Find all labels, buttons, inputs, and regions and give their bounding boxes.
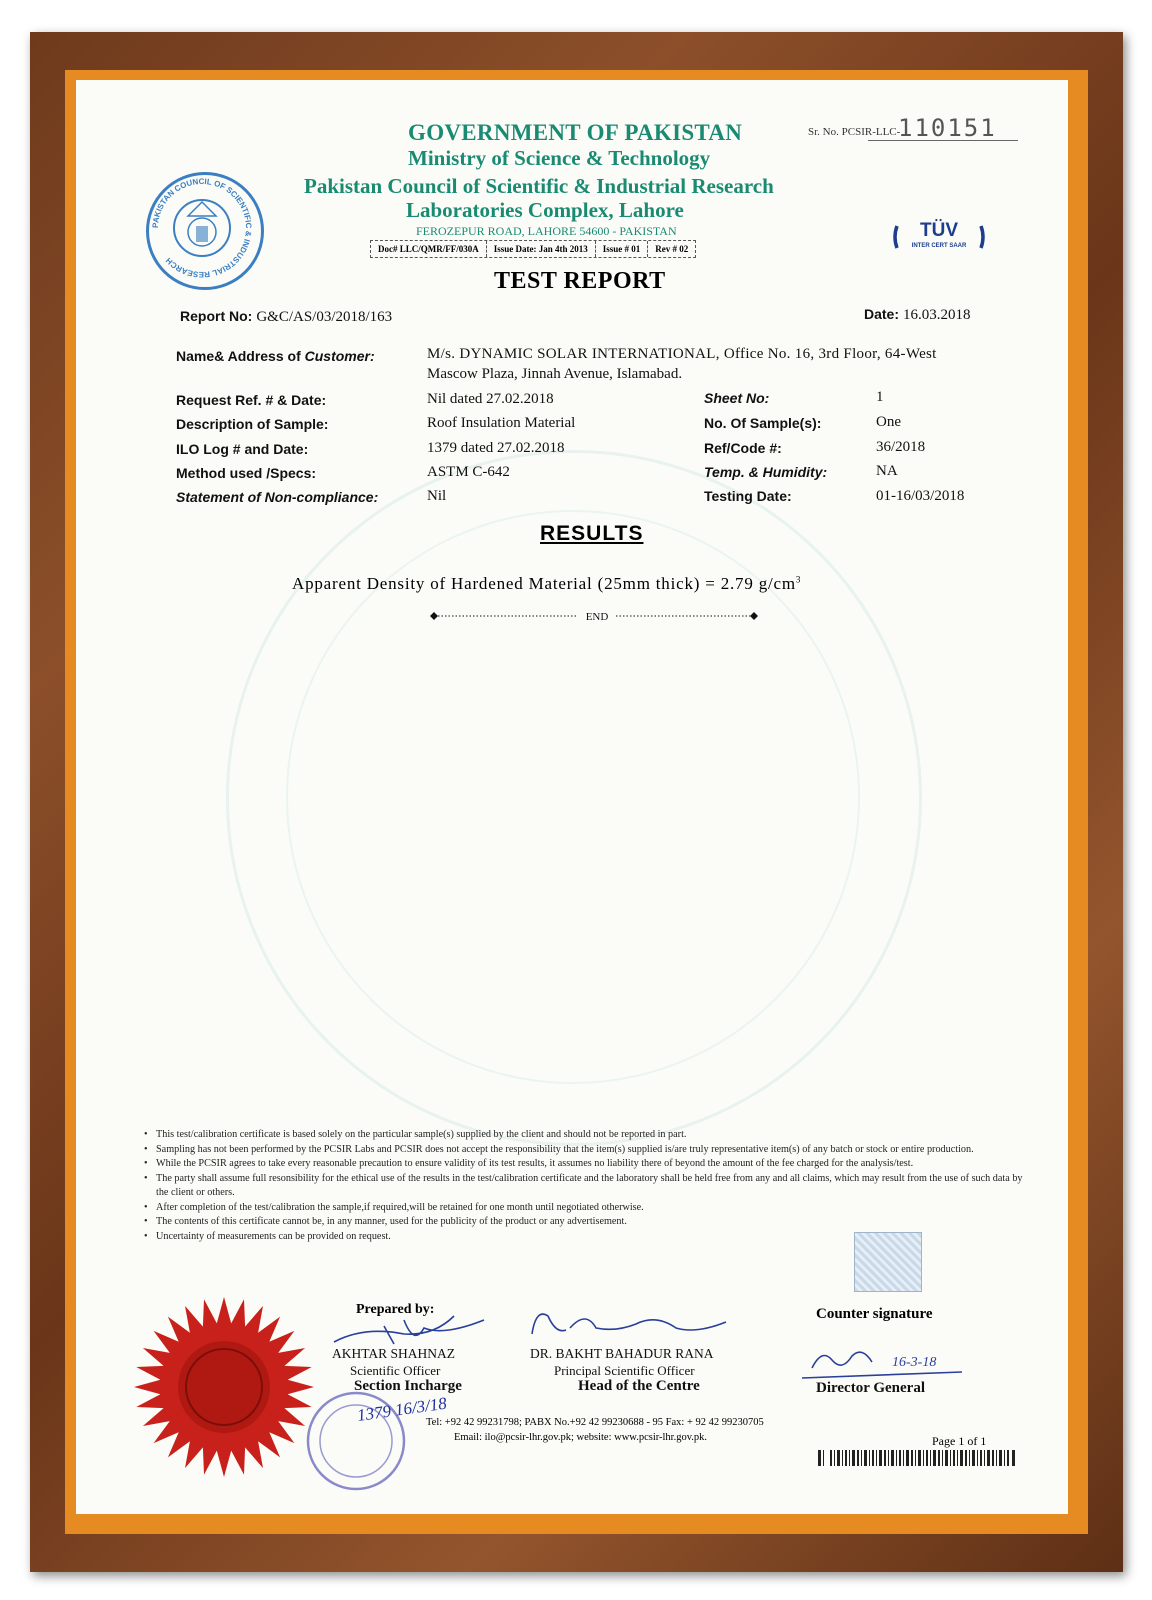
field-label-sheet-no: Sheet No: [704,390,770,406]
header-council: Pakistan Council of Scientific & Industrial Research [304,174,774,198]
signature-bakht-bahadur-rana [526,1304,746,1348]
term-item: • After completion of the test/calibration the sample,if required,will be retained for one month until negotiated otherwise. [144,1201,1024,1216]
field-value-non-compliance: Nil [427,488,447,504]
red-wax-seal [132,1295,316,1479]
header-government: GOVERNMENT OF PAKISTAN [408,120,743,145]
customer-address-line1: M/s. DYNAMIC SOLAR INTERNATIONAL, Office No. 16, 3rd Floor, 64-West [427,346,937,362]
barcode [818,1450,1016,1466]
term-item: • While the PCSIR agrees to take every reasonable precaution to ensure validity of its test results, it assumes no liability there of beyond the amount of the fee charged for the analysis/test. [144,1157,1024,1172]
doc-revision: Rev # 02 [655,244,689,254]
field-label-ref-code: Ref/Code #: [704,440,782,456]
field-value-description: Roof Insulation Material [427,415,576,431]
report-date-value: 16.03.2018 [903,307,971,323]
customer-label-b: Customer: [304,348,375,364]
prepared-by-label: Prepared by: [356,1302,435,1317]
signatory-role-1: Scientific Officer [350,1363,441,1378]
serial-number: 110151 [898,114,997,142]
field-value-request-ref: Nil dated 27.02.2018 [427,391,554,407]
result-text: Apparent Density of Hardened Material (25mm thick) = 2.79 g/cm [292,574,796,593]
certificate-paper [76,80,1068,1514]
document-control-box [370,240,696,258]
field-label-no-of-samples: No. Of Sample(s): [704,415,822,431]
signature-director-general [792,1338,972,1386]
tuv-logo [889,214,989,260]
field-value-no-of-samples: One [876,414,901,430]
header-laboratories: Laboratories Complex, Lahore [406,198,684,222]
stamp-handwriting: 1379 16/3/18 [355,1393,446,1425]
field-value-method: ASTM C-642 [427,464,510,480]
field-value-ref-code: 36/2018 [876,439,926,455]
result-unit-exponent: 3 [795,574,802,585]
field-label-testing-date: Testing Date: [704,488,792,504]
report-date-label: Date: [864,306,900,322]
footer-contact-phone: Tel: +92 42 99231798; PABX No.+92 42 99230688 - 95 Fax: + 92 42 99230705 [426,1417,764,1428]
field-label-method: Method used /Specs: [176,465,317,481]
serial-underline [868,140,1018,141]
field-value-temp-humidity: NA [876,463,898,479]
term-item: • Sampling has not been performed by the PCSIR Labs and PCSIR does not accept the responsibility that the item(s) supplied is/are truly representative item(s) of any batch or stock or entire production. [144,1143,1024,1158]
customer-label-a: Name& Address of [176,348,305,364]
field-label-ilo-log: ILO Log # and Date: [176,441,309,457]
term-item: • The party shall assume full resonsibility for the ethical use of the results in the test/calibration certificate and the laboratory shall be held free from any and all claims, which may result from the use of such data by the client or others. [144,1172,1024,1201]
results-heading: RESULTS [540,522,644,545]
signatory-name-1: AKHTAR SHAHNAZ [332,1346,456,1361]
doc-number: Doc# LLC/QMR/FF/030A [371,241,487,257]
customer-label [176,348,375,364]
report-number-label: Report No: [180,308,253,324]
report-number-value: G&C/AS/03/2018/163 [256,309,393,325]
report-title: TEST REPORT [494,268,666,294]
header-address: FEROZEPUR ROAD, LAHORE 54600 - PAKISTAN [416,224,677,238]
page-number: Page 1 of 1 [932,1434,987,1448]
end-text: END [585,611,609,623]
signatory-name-2: DR. BAKHT BAHADUR RANA [530,1346,714,1361]
tuv-logo-text: TÜV [920,220,958,241]
doc-issue-date: Issue Date: Jan 4th 2013 [487,241,596,257]
field-label-description: Description of Sample: [176,416,329,432]
pcsir-logo-text: PAKISTAN COUNCIL OF SCIENTIFIC & INDUSTRIAL RESEARCH [150,176,254,280]
signatory-title-3: Director General [816,1380,925,1396]
watermark-seal-inner [286,510,860,1084]
field-label-non-compliance: Statement of Non-compliance: [176,489,379,505]
field-value-testing-date: 01-16/03/2018 [876,488,965,504]
footer-contact-email: Email: ilo@pcsir-lhr.gov.pk; website: www.pcsir-lhr.gov.pk. [454,1432,708,1443]
term-item: • Uncertainty of measurements can be provided on request. [144,1230,1024,1245]
signatory-section-1: Section Incharge [354,1378,462,1394]
terms-list [144,1128,1024,1244]
field-label-request-ref: Request Ref. # & Date: [176,392,327,408]
report-date-row [864,306,971,324]
field-value-ilo-log: 1379 dated 27.02.2018 [427,440,565,456]
term-item: • The contents of this certificate cannot be, in any manner, used for the publicity of the product or any advertisement. [144,1215,1024,1230]
doc-issue-number: Issue # 01 [596,241,649,257]
signatory-role-2: Principal Scientific Officer [554,1363,695,1378]
term-item: • This test/calibration certificate is based solely on the particular sample(s) supplied by the client and should not be reported in part. [144,1128,1024,1143]
field-value-sheet-no: 1 [876,389,884,405]
header-ministry: Ministry of Science & Technology [408,146,711,170]
field-label-temp-humidity: Temp. & Humidity: [704,464,828,480]
serial-label: Sr. No. PCSIR-LLC- [808,126,901,138]
director-signature-date: 16-3-18 [892,1355,937,1370]
end-marker [428,608,760,624]
counter-signature-label: Counter signature [816,1306,933,1322]
hologram-sticker [854,1232,922,1292]
customer-address-line2: Mascow Plaza, Jinnah Avenue, Islamabad. [427,366,683,382]
pcsir-logo [146,172,264,290]
result-value-line [292,574,801,594]
tuv-logo-subtext: INTER CERT SAAR [911,243,967,249]
signatory-section-2: Head of the Centre [578,1378,700,1394]
ilo-log-stamp [296,1375,446,1495]
report-number-row [180,308,392,326]
